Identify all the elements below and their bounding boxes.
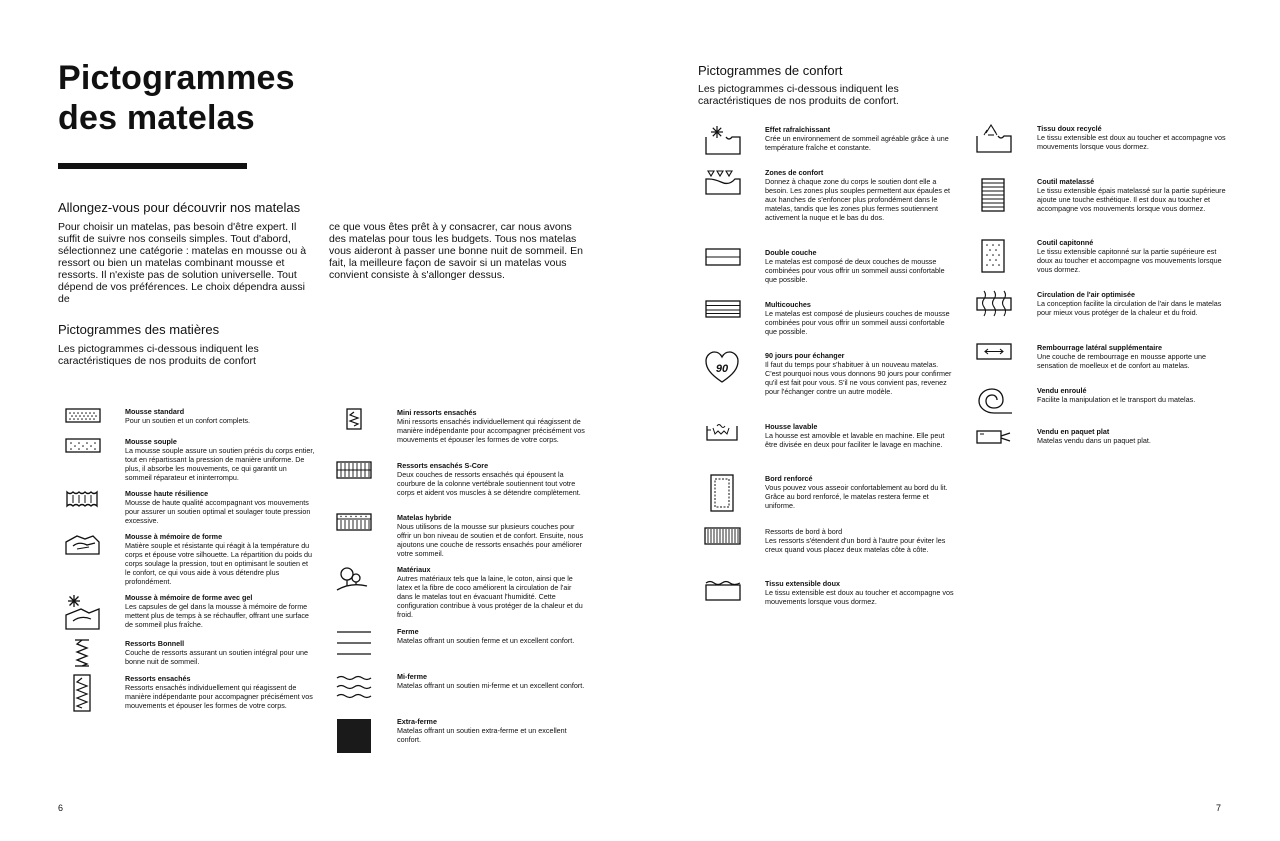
comfort-text: Crée un environnement de sommeil agréable grâce à une température fraîche et constante. (765, 134, 949, 153)
washable-cover-icon (705, 422, 745, 456)
comfort-text: Facilite la manipulation et le transport du matelas. (1037, 395, 1196, 405)
comfort-text: Le tissu extensible est doux au toucher et accompagne vos mouvements lorsque vous dormez. (1037, 133, 1226, 152)
page-title-line-1: Pictogrammes (58, 59, 295, 97)
comfort-intro: Les pictogrammes ci-dessous indiquent les caractéristiques de nos produits de confort. (698, 83, 899, 107)
materials-intro: Les pictogrammes ci-dessous indiquent les caractéristiques de nos produits de confort (58, 343, 259, 367)
high-resilience-foam-icon (65, 489, 105, 523)
comfort-title: Rembourrage latéral supplémentaire (1037, 343, 1163, 352)
comfort-text: Matelas vendu dans un paquet plat. (1037, 436, 1151, 446)
material-text: Matelas offrant un soutien mi-ferme et un excellent confort. (397, 681, 585, 691)
page-number-left: 6 (58, 803, 64, 813)
material-title: Ressorts ensachés S-Core (397, 461, 489, 470)
soft-stretch-fabric-icon (705, 579, 745, 613)
comfort-heading: Pictogrammes de confort (698, 63, 843, 78)
edge-springs-icon (705, 527, 745, 561)
comfort-zones-icon (705, 168, 745, 202)
double-layer-icon (705, 248, 745, 282)
reinforced-edge-icon (705, 474, 745, 508)
air-circulation-icon (976, 290, 1016, 324)
flat-package-icon (976, 427, 1016, 461)
bonnell-spring-icon (65, 639, 105, 673)
cooling-effect-icon (705, 125, 745, 159)
material-title: Mousse à mémoire de forme (125, 532, 223, 541)
material-text: Ressorts ensachés individuellement qui réagissent de manière indépendante pour accompagner précisément vos mouvements et épouser les formes de votre corps. (125, 683, 313, 711)
material-text: Mini ressorts ensachés individuellement qui réagissent de manière indépendante pour accompagner précisément vos mouvements et épouser les formes de votre corps. (397, 417, 585, 445)
material-text: Matière souple et résistante qui réagit à la température du corps et épouse votre silhouette. La répartition du poids du corps soulage la pression, tout en optimisant le soutien et le confort, ce qui vous aide à vous détendre plus profondément. (125, 541, 312, 587)
comfort-title: Circulation de l'air optimisée (1037, 290, 1135, 299)
comfort-text: Le tissu extensible épais matelassé sur la partie supérieure ajoute une touche esthétique. Il est doux au toucher et accompagne vos mouvements lorsque vous dormez. (1037, 186, 1226, 214)
multi-layer-icon (705, 300, 745, 334)
comfort-text: Le matelas est composé de deux couches de mousse combinées pour vous offrir un sommeil aussi confortable que possible. (765, 257, 945, 285)
medium-firm-icon (337, 672, 377, 706)
materials-heading: Pictogrammes des matières (58, 322, 220, 337)
pocket-spring-icon (65, 674, 105, 708)
material-text: Autres matériaux tels que la laine, le coton, ainsi que le latex et la fibre de coco améliorent la circulation de l'air dans le matelas tout en évacuant l'humidité. Cette configuration contribue à vous protéger de la chaleur et du froid. (397, 574, 583, 620)
material-title: Ressorts ensachés (125, 674, 191, 683)
material-title: Matelas hybride (397, 513, 452, 522)
intro-column-1: Pour choisir un matelas, pas besoin d'être expert. Il suffit de suivre nos conseils simples. Tout d'abord, sélectionnez une catégorie : matelas en mousse ou à ressort ou bien un matelas combinant mousse et ressorts. Il n'existe pas de solution universelle. Tout dépend de vos préférences. Le choix dépendra aussi de (58, 221, 307, 305)
material-text: Matelas offrant un soutien ferme et un excellent confort. (397, 636, 575, 646)
comfort-text: La housse est amovible et lavable en machine. Elle peut être divisée en deux pour faciliter le lavage en machine. (765, 431, 945, 450)
title-rule (58, 163, 247, 169)
material-title: Mousse standard (125, 407, 185, 416)
intro-column-2: ce que vous êtes prêt à y consacrer, car nous avons des matelas pour tous les budgets. Tous nos matelas vous aideront à passer une bonne nuit de sommeil. En fait, la meilleure façon de savoir si un matelas vous convient consiste à s'allonger dessus. (329, 221, 583, 281)
s-core-spring-icon (337, 461, 377, 495)
material-title: Mousse à mémoire de forme avec gel (125, 593, 253, 602)
comfort-title: Double couche (765, 248, 817, 257)
material-title: Mi-ferme (397, 672, 427, 681)
material-text: Deux couches de ressorts ensachés qui épousent la courbure de la colonne vertébrale soutiennent tout votre corps et aident vos muscles à se détendre complètement. (397, 470, 581, 498)
material-title: Mousse souple (125, 437, 177, 446)
quilted-ticking-icon (976, 177, 1016, 211)
comfort-text: Vous pouvez vous asseoir confortablement au bord du lit. Grâce au bord renforcé, le matelas restera ferme et uniforme. (765, 483, 948, 511)
comfort-text: Il faut du temps pour s'habituer à un nouveau matelas. C'est pourquoi nous vous donnons 90 jours pour confirmer qu'il est fait pour vous. S'il ne vous convient pas, revenez pour l'échanger contre un autre modèle. (765, 360, 952, 397)
material-title: Ressorts Bonnell (125, 639, 185, 648)
material-title: Mini ressorts ensachés (397, 408, 477, 417)
comfort-title: Zones de confort (765, 168, 824, 177)
material-text: Les capsules de gel dans la mousse à mémoire de forme mettent plus de temps à se réchauffer, offrant une surface de sommeil plus fraîche. (125, 602, 309, 630)
comfort-title-plain: Ressorts de bord à bord (765, 527, 843, 536)
comfort-text: Les ressorts s'étendent d'un bord à l'autre pour éviter les creux quand vous placez deux matelas côte à côte. (765, 536, 946, 555)
material-text: Pour un soutien et un confort complets. (125, 416, 251, 426)
page-number-right: 7 (1216, 803, 1222, 813)
comfort-title: Housse lavable (765, 422, 818, 431)
page-title-line-2: des matelas (58, 99, 255, 137)
comfort-text: Le matelas est composé de plusieurs couches de mousse combinées pour vous offrir un sommeil aussi confortable que possible. (765, 309, 950, 337)
comfort-title: Coutil matelassé (1037, 177, 1095, 186)
firm-icon (337, 627, 377, 661)
hybrid-mattress-icon (337, 513, 377, 547)
comfort-title: Vendu enroulé (1037, 386, 1087, 395)
material-title: Mousse haute résilience (125, 489, 209, 498)
extra-firm-icon (337, 717, 377, 751)
material-text: La mousse souple assure un soutien précis du corps entier, tout en répartissant la pression de manière uniforme. De plus, il absorbe les mouvements, ce qui garantit un sommeil réparateur et ininterrompu. (125, 446, 315, 483)
material-text: Mousse de haute qualité accompagnant vos mouvements pour assurer un soutien optimal et soulager toute pression excessive. (125, 498, 311, 526)
comfort-text: Donnez à chaque zone du corps le soutien dont elle a besoin. Les zones plus souples permettent aux épaules et aux hanches de s'enfoncer plus profondément dans le matelas, tandis que les zones plus fermes soutiennent activement la nuque et le bas du dos. (765, 177, 950, 223)
intro-heading: Allongez-vous pour découvrir nos matelas (58, 200, 301, 215)
comfort-title: 90 jours pour échanger (765, 351, 845, 360)
side-padding-icon (976, 343, 1016, 377)
material-title: Extra-ferme (397, 717, 437, 726)
comfort-title: Effet rafraîchissant (765, 125, 831, 134)
90-days-heart-icon (705, 351, 745, 385)
comfort-text: Une couche de rembourrage en mousse apporte une sensation de moelleux et de confort au matelas. (1037, 352, 1207, 371)
material-title: Matériaux (397, 565, 431, 574)
rolled-icon (976, 386, 1016, 420)
material-text: Couche de ressorts assurant un soutien intégral pour une bonne nuit de sommeil. (125, 648, 308, 667)
page-title (58, 58, 295, 138)
natural-materials-icon (337, 565, 377, 599)
gel-memory-foam-icon (65, 593, 105, 627)
comfort-title: Tissu doux recyclé (1037, 124, 1102, 133)
material-text: Matelas offrant un soutien extra-ferme et un excellent confort. (397, 726, 567, 745)
material-title: Ferme (397, 627, 419, 636)
material-text: Nous utilisons de la mousse sur plusieurs couches pour offrir un bon niveau de soutien et de confort. Ensuite, nous ajoutons une couche de ressorts ensachés pour améliorer votre sommeil. (397, 522, 584, 559)
comfort-title: Coutil capitonné (1037, 238, 1094, 247)
90-days-badge: 90 (715, 363, 729, 375)
comfort-text: Le tissu extensible capitonné sur la partie supérieure est doux au toucher et accompagne vos mouvements lorsque vous dormez. (1037, 247, 1222, 275)
comfort-title: Tissu extensible doux (765, 579, 840, 588)
comfort-text: La conception facilite la circulation de l'air dans le matelas pour mieux vous protéger de la chaleur et du froid. (1037, 299, 1222, 318)
soft-foam-icon (65, 437, 105, 471)
comfort-title: Bord renforcé (765, 474, 813, 483)
recycled-fabric-icon (976, 124, 1016, 158)
comfort-title: Vendu en paquet plat (1037, 427, 1110, 436)
comfort-text: Le tissu extensible est doux au toucher et accompagne vos mouvements lorsque vous dormez. (765, 588, 954, 607)
padded-ticking-icon (976, 238, 1016, 272)
memory-foam-icon (65, 532, 105, 566)
mini-pocket-spring-icon (337, 408, 377, 442)
comfort-title: Multicouches (765, 300, 811, 309)
standard-foam-icon (65, 407, 105, 441)
